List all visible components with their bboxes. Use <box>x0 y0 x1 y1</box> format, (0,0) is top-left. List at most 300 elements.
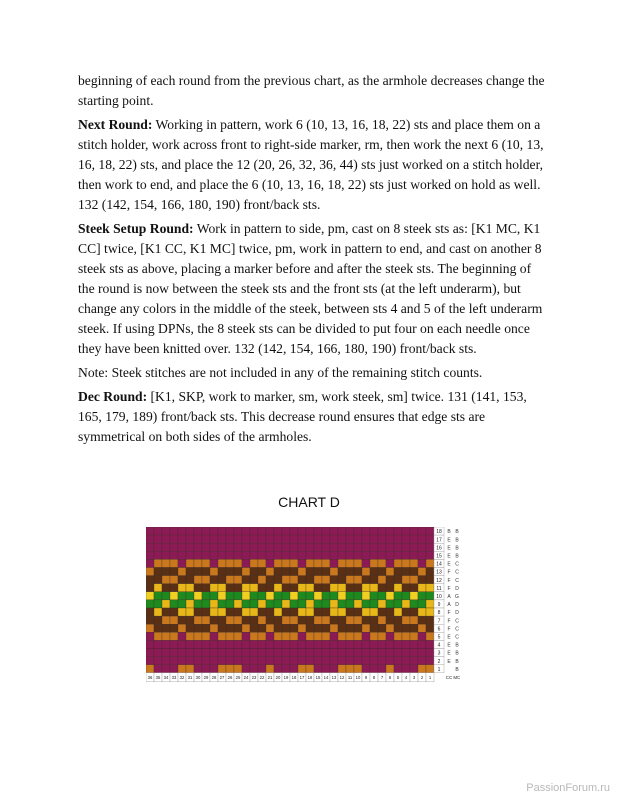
chart-cell <box>418 535 426 543</box>
chart-cell <box>306 576 314 584</box>
chart-cell <box>338 527 346 535</box>
chart-cell <box>146 551 154 559</box>
chart-cell <box>314 608 322 616</box>
chart-cell <box>194 616 202 624</box>
chart-cell <box>322 665 330 673</box>
chart-cell <box>306 559 314 567</box>
chart-cell <box>242 551 250 559</box>
chart-cell <box>274 535 282 543</box>
chart-cell <box>218 665 226 673</box>
chart-cell <box>234 559 242 567</box>
chart-cell <box>322 527 330 535</box>
chart-cell <box>266 527 274 535</box>
chart-cell <box>234 543 242 551</box>
chart-cell <box>306 568 314 576</box>
chart-cell <box>234 640 242 648</box>
chart-cell <box>194 527 202 535</box>
chart-cell <box>218 592 226 600</box>
chart-cell <box>298 592 306 600</box>
chart-cell <box>426 649 434 657</box>
col-label: 21 <box>267 675 273 681</box>
dec-round-heading: Dec Round: <box>78 389 148 404</box>
chart-cell <box>266 535 274 543</box>
chart-cell <box>378 576 386 584</box>
chart-cell <box>210 649 218 657</box>
chart-cell <box>402 576 410 584</box>
chart-cell <box>218 527 226 535</box>
watermark: PassionForum.ru <box>526 782 610 794</box>
chart-cell <box>186 632 194 640</box>
chart-cell <box>314 624 322 632</box>
chart-cell <box>146 543 154 551</box>
chart-cell <box>378 584 386 592</box>
chart-cell <box>410 624 418 632</box>
chart-cell <box>202 616 210 624</box>
chart-cell <box>266 584 274 592</box>
chart-cell <box>394 608 402 616</box>
chart-cell <box>306 665 314 673</box>
key-code-cc: F <box>447 569 451 576</box>
chart-cell <box>282 584 290 592</box>
col-label: 8 <box>372 675 376 681</box>
row-label: 5 <box>437 634 441 641</box>
chart-cell <box>154 559 162 567</box>
chart-cell <box>218 616 226 624</box>
chart-cell <box>338 616 346 624</box>
chart-cell <box>426 584 434 592</box>
chart-cell <box>410 632 418 640</box>
chart-cell <box>426 543 434 551</box>
chart-cell <box>306 600 314 608</box>
chart-cell <box>418 543 426 551</box>
chart-cell <box>170 592 178 600</box>
chart-cell <box>258 632 266 640</box>
chart-cell <box>274 592 282 600</box>
chart-cell <box>354 624 362 632</box>
chart-cell <box>178 527 186 535</box>
chart-cell <box>338 600 346 608</box>
chart-cell <box>362 649 370 657</box>
chart-cell <box>218 657 226 665</box>
key-code-mc: B <box>455 658 459 665</box>
chart-cell <box>202 640 210 648</box>
chart-cell <box>282 600 290 608</box>
chart-cell <box>250 616 258 624</box>
col-label: 3 <box>412 675 416 681</box>
chart-cell <box>330 600 338 608</box>
chart-cell <box>410 584 418 592</box>
row-label: 12 <box>436 577 442 584</box>
chart-cell <box>146 624 154 632</box>
chart-cell <box>210 640 218 648</box>
chart-cell <box>226 616 234 624</box>
chart-cell <box>282 632 290 640</box>
chart-cell <box>338 608 346 616</box>
col-label: 19 <box>283 675 289 681</box>
chart-cell <box>186 543 194 551</box>
chart-cell <box>170 665 178 673</box>
chart-cell <box>162 632 170 640</box>
chart-cell <box>330 527 338 535</box>
chart-cell <box>250 576 258 584</box>
key-code-cc: F <box>447 577 451 584</box>
chart-cell <box>194 624 202 632</box>
chart-cell <box>186 640 194 648</box>
chart-cell <box>314 632 322 640</box>
chart-cell <box>186 665 194 673</box>
chart-cell <box>402 535 410 543</box>
chart-cell <box>250 551 258 559</box>
chart-cell <box>202 576 210 584</box>
chart-cell <box>154 608 162 616</box>
chart-cell <box>178 576 186 584</box>
chart-cell <box>322 657 330 665</box>
chart-cell <box>250 584 258 592</box>
chart-cell <box>378 535 386 543</box>
col-label: 36 <box>147 675 153 681</box>
chart-cell <box>290 576 298 584</box>
key-code-cc: E <box>447 658 451 665</box>
chart-cell <box>234 600 242 608</box>
chart-cell <box>322 543 330 551</box>
chart-cell <box>242 559 250 567</box>
chart-cell <box>162 559 170 567</box>
chart-cell <box>402 640 410 648</box>
key-code-mc: B <box>455 650 459 657</box>
chart-cell <box>290 600 298 608</box>
chart-cell <box>226 576 234 584</box>
key-code-cc: E <box>447 650 451 657</box>
col-label: 33 <box>171 675 177 681</box>
chart-cell <box>146 559 154 567</box>
chart-cell <box>378 592 386 600</box>
chart-cell <box>202 551 210 559</box>
chart-cell <box>210 608 218 616</box>
chart-cell <box>290 657 298 665</box>
chart-cell <box>242 632 250 640</box>
chart-cell <box>242 624 250 632</box>
chart-cell <box>306 551 314 559</box>
chart-cell <box>202 657 210 665</box>
key-code-mc: B <box>455 537 459 544</box>
chart-cell <box>322 559 330 567</box>
col-label: 28 <box>211 675 217 681</box>
chart-cell <box>330 608 338 616</box>
chart-cell <box>346 559 354 567</box>
chart-cell <box>322 600 330 608</box>
chart-cell <box>386 600 394 608</box>
chart-cell <box>418 568 426 576</box>
chart-cell <box>146 600 154 608</box>
chart-cell <box>298 535 306 543</box>
chart-cell <box>170 576 178 584</box>
chart-cell <box>274 616 282 624</box>
key-code-cc: F <box>447 585 451 592</box>
chart-cell <box>354 649 362 657</box>
chart-cell <box>330 584 338 592</box>
chart-cell <box>378 608 386 616</box>
chart-cell <box>154 640 162 648</box>
chart-cell <box>338 665 346 673</box>
chart-cell <box>218 632 226 640</box>
chart-cell <box>346 616 354 624</box>
col-label: 20 <box>275 675 281 681</box>
chart-cell <box>258 624 266 632</box>
chart-cell <box>170 649 178 657</box>
chart-cell <box>226 608 234 616</box>
chart-cell <box>170 657 178 665</box>
key-code-mc: B <box>455 642 459 649</box>
chart-cell <box>250 600 258 608</box>
chart-cell <box>282 640 290 648</box>
chart-cell <box>426 592 434 600</box>
chart-cell <box>154 649 162 657</box>
chart-cell <box>338 568 346 576</box>
chart-cell <box>162 616 170 624</box>
chart-cell <box>386 616 394 624</box>
chart-cell <box>370 568 378 576</box>
chart-cell <box>322 632 330 640</box>
chart-cell <box>378 527 386 535</box>
chart-cell <box>250 535 258 543</box>
chart-cell <box>370 665 378 673</box>
chart-cell <box>362 568 370 576</box>
chart-cell <box>378 616 386 624</box>
chart-cell <box>290 665 298 673</box>
chart-cell <box>210 559 218 567</box>
chart-cell <box>346 649 354 657</box>
chart-cell <box>146 568 154 576</box>
chart-cell <box>274 559 282 567</box>
chart-cell <box>322 608 330 616</box>
chart-cell <box>274 608 282 616</box>
chart-cell <box>298 527 306 535</box>
chart-grid-svg <box>146 527 481 707</box>
chart-cell <box>394 657 402 665</box>
chart-cell <box>410 543 418 551</box>
chart-cell <box>274 568 282 576</box>
chart-cell <box>250 543 258 551</box>
chart-cell <box>418 657 426 665</box>
chart-cell <box>362 608 370 616</box>
chart-cell <box>330 568 338 576</box>
chart-cell <box>410 559 418 567</box>
chart-cell <box>290 608 298 616</box>
chart-cell <box>330 559 338 567</box>
chart-cell <box>298 640 306 648</box>
chart-cell <box>170 640 178 648</box>
chart-cell <box>370 584 378 592</box>
chart-cell <box>258 600 266 608</box>
chart-cell <box>218 608 226 616</box>
chart-cell <box>170 624 178 632</box>
next-round-paragraph <box>78 115 548 215</box>
chart-cell <box>402 584 410 592</box>
row-label: 11 <box>436 585 442 592</box>
chart-cell <box>202 600 210 608</box>
chart-cell <box>314 616 322 624</box>
chart-cell <box>258 543 266 551</box>
chart-cell <box>258 665 266 673</box>
col-label: 34 <box>163 675 169 681</box>
chart-cell <box>266 640 274 648</box>
key-code-mc: D <box>455 585 459 592</box>
chart-cell <box>194 608 202 616</box>
chart-cell <box>306 632 314 640</box>
chart-cell <box>146 527 154 535</box>
chart-cell <box>402 568 410 576</box>
chart-cell <box>402 657 410 665</box>
chart-cell <box>362 632 370 640</box>
col-label: 9 <box>364 675 368 681</box>
chart-cell <box>426 640 434 648</box>
chart-cell <box>274 632 282 640</box>
dec-round-paragraph <box>78 387 548 447</box>
chart-cell <box>290 527 298 535</box>
col-label: 10 <box>355 675 361 681</box>
chart-cell <box>162 657 170 665</box>
chart-cell <box>418 649 426 657</box>
chart-cell <box>314 568 322 576</box>
chart-cell <box>234 649 242 657</box>
chart-cell <box>346 632 354 640</box>
chart-cell <box>178 535 186 543</box>
chart-cell <box>418 632 426 640</box>
chart-cell <box>258 535 266 543</box>
chart-cell <box>218 551 226 559</box>
chart-cell <box>194 568 202 576</box>
chart-cell <box>274 543 282 551</box>
chart-cell <box>178 665 186 673</box>
chart-cell <box>210 527 218 535</box>
key-code-cc: A <box>447 594 451 600</box>
chart-cell <box>266 568 274 576</box>
chart-cell <box>266 576 274 584</box>
chart-cell <box>234 624 242 632</box>
col-label: 2 <box>420 675 424 681</box>
chart-cell <box>242 535 250 543</box>
chart-cell <box>154 543 162 551</box>
chart-cell <box>234 632 242 640</box>
col-label: 11 <box>347 675 353 681</box>
row-label: 9 <box>437 602 441 609</box>
chart-cell <box>378 600 386 608</box>
chart-cell <box>162 624 170 632</box>
chart-cell <box>426 527 434 535</box>
chart-cell <box>362 600 370 608</box>
chart-cell <box>234 584 242 592</box>
chart-cell <box>250 527 258 535</box>
key-code-cc: E <box>447 553 451 560</box>
chart-cell <box>242 584 250 592</box>
chart-cell <box>266 551 274 559</box>
chart-cell <box>234 592 242 600</box>
chart-cell <box>226 665 234 673</box>
chart-cell <box>250 559 258 567</box>
chart-cell <box>202 592 210 600</box>
chart-cell <box>226 640 234 648</box>
chart-cell <box>170 608 178 616</box>
chart-cell <box>146 576 154 584</box>
chart-cell <box>282 624 290 632</box>
chart-cell <box>378 649 386 657</box>
chart-cell <box>234 527 242 535</box>
col-label: 23 <box>251 675 257 681</box>
chart-cell <box>306 527 314 535</box>
chart-cell <box>386 665 394 673</box>
chart-cell <box>370 543 378 551</box>
next-round-heading: Next Round: <box>78 117 153 132</box>
chart-cell <box>386 624 394 632</box>
chart-cell <box>426 608 434 616</box>
chart-cell <box>346 568 354 576</box>
chart-cell <box>402 665 410 673</box>
chart-cell <box>306 657 314 665</box>
chart-cell <box>298 568 306 576</box>
chart-cell <box>426 600 434 608</box>
chart-cell <box>218 576 226 584</box>
chart-cell <box>226 543 234 551</box>
chart-cell <box>186 600 194 608</box>
chart-cell <box>258 584 266 592</box>
chart-cell <box>418 584 426 592</box>
chart-cell <box>146 608 154 616</box>
chart-cell <box>290 640 298 648</box>
chart-cell <box>354 559 362 567</box>
chart-cell <box>162 551 170 559</box>
chart-cell <box>362 551 370 559</box>
chart-cell <box>306 543 314 551</box>
chart-cell <box>226 649 234 657</box>
chart-cell <box>162 665 170 673</box>
chart-cell <box>418 559 426 567</box>
chart-cell <box>250 568 258 576</box>
chart-cell <box>258 527 266 535</box>
chart-cell <box>274 527 282 535</box>
chart-cell <box>226 527 234 535</box>
chart-cell <box>330 535 338 543</box>
chart-cell <box>242 592 250 600</box>
chart-cell <box>314 657 322 665</box>
row-label: 14 <box>436 561 442 568</box>
chart-cell <box>194 559 202 567</box>
steek-setup-heading: Steek Setup Round: <box>78 221 194 236</box>
chart-cell <box>162 640 170 648</box>
chart-cell <box>186 657 194 665</box>
chart-cell <box>410 600 418 608</box>
chart-cell <box>218 649 226 657</box>
col-label: 4 <box>404 675 408 681</box>
chart-cell <box>410 649 418 657</box>
chart-cell <box>274 640 282 648</box>
chart-cell <box>178 592 186 600</box>
chart-cell <box>386 551 394 559</box>
chart-cell <box>306 608 314 616</box>
chart-cell <box>202 527 210 535</box>
chart-cell <box>282 559 290 567</box>
chart-cell <box>266 616 274 624</box>
chart-cell <box>170 527 178 535</box>
chart-cell <box>282 616 290 624</box>
chart-cell <box>226 657 234 665</box>
chart-cell <box>410 665 418 673</box>
col-label: 5 <box>396 675 400 681</box>
chart-cell <box>226 600 234 608</box>
chart-cell <box>250 649 258 657</box>
chart-cell <box>354 640 362 648</box>
chart-cell <box>338 649 346 657</box>
col-label: 18 <box>291 675 297 681</box>
